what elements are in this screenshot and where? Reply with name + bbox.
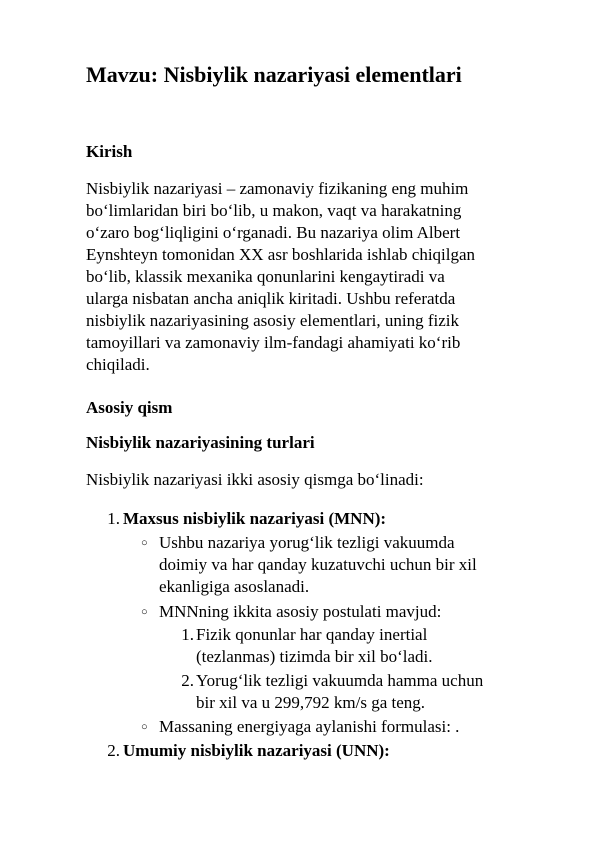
circle-bullet-icon: ○ <box>141 537 148 549</box>
intro-line: tamoyillari va zamonaviy ilm-fandagi ahamiyati ko‘rib <box>86 333 461 352</box>
intro-line: nisbiylik nazariyasining asosiy elementlari, uning fizik <box>86 311 459 330</box>
list-number: 2. <box>107 741 120 760</box>
intro-line: ularga nisbatan ancha aniqlik kiritadi. Ushbu referatda <box>86 289 456 308</box>
list-number: 1. <box>107 509 120 528</box>
list-number: 1. <box>181 625 194 644</box>
bullet-text: MNNning ikkita asosiy postulati mavjud: <box>159 602 442 621</box>
main-heading: Asosiy qism <box>86 398 173 417</box>
circle-bullet-icon: ○ <box>141 606 148 618</box>
intro-line: o‘zaro bog‘liqligini o‘rganadi. Bu nazariya olim Albert <box>86 223 461 242</box>
list-item-label: Maxsus nisbiylik nazariyasi (MNN): <box>123 509 387 528</box>
types-heading: Nisbiylik nazariyasining turlari <box>86 433 315 452</box>
intro-heading: Kirish <box>86 142 133 161</box>
page-title: Mavzu: Nisbiylik nazariyasi elementlari <box>86 62 462 87</box>
intro-line: bo‘limlaridan biri bo‘lib, u makon, vaqt va harakatning <box>86 201 462 220</box>
list-number: 2. <box>181 671 194 690</box>
bullet-text: Massaning energiyaga aylanishi formulasi: . <box>159 717 460 736</box>
sub-item-text: Yorug‘lik tezligi vakuumda hamma uchun bir xil va u 299,792 km/s ga teng. <box>196 671 484 712</box>
bullet-text: Ushbu nazariya yorug‘lik tezligi vakuumda doimiy va har qanday kuzatuvchi uchun bir xil ekanligiga asoslanadi. <box>159 533 477 596</box>
sub-item-text: Fizik qonunlar har qanday inertial (tezlanmas) tizimda bir xil bo‘ladi. <box>196 625 433 666</box>
intro-paragraph <box>86 178 556 376</box>
intro-line: chiqiladi. <box>86 355 150 374</box>
list-item-label: Umumiy nisbiylik nazariyasi (UNN): <box>123 741 390 760</box>
circle-bullet-icon: ○ <box>141 721 148 733</box>
intro-line: bo‘lib, klassik mexanika qonunlarini kengaytiradi va <box>86 267 445 286</box>
intro-line: Eynshteyn tomonidan XX asr boshlarida ishlab chiqilgan <box>86 245 476 264</box>
types-intro: Nisbiylik nazariyasi ikki asosiy qismga bo‘linadi: <box>86 470 424 489</box>
intro-line: Nisbiylik nazariyasi – zamonaviy fizikaning eng muhim <box>86 179 469 198</box>
